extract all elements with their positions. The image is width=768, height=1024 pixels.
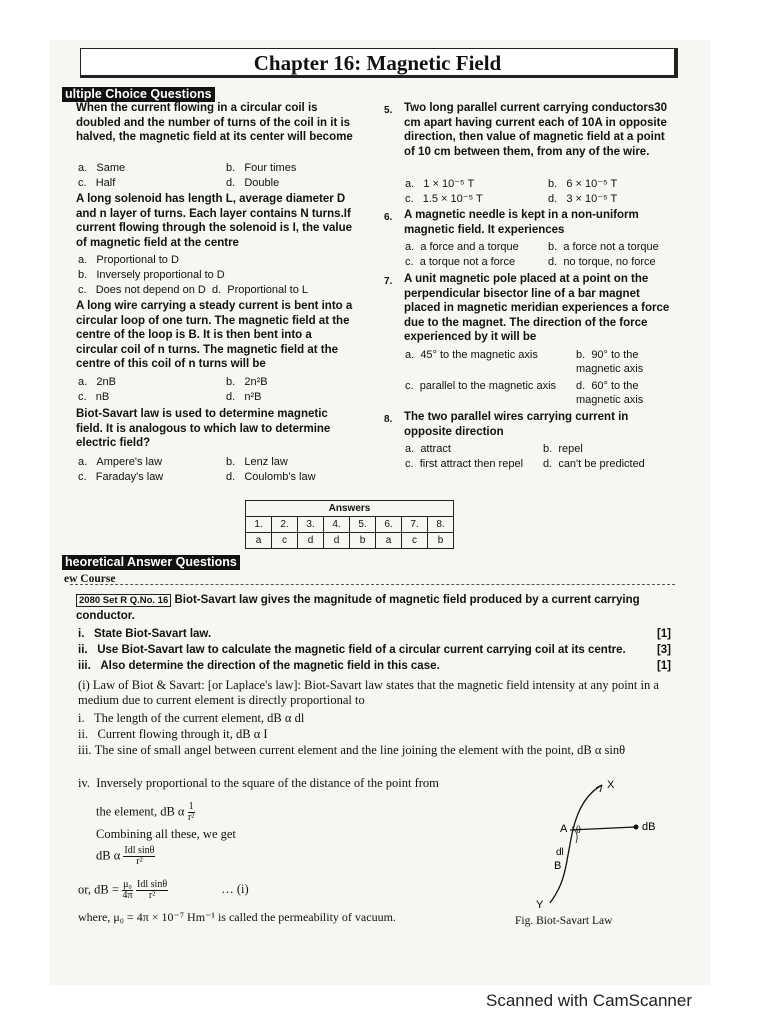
answer-num: 8. — [428, 517, 454, 533]
q7-opt-c: c. parallel to the magnetic axis — [405, 380, 557, 392]
q6-opt-a: a. a force and a torque — [405, 241, 519, 253]
q6-text: A magnetic needle is kept in a non-uniform magnetic field. It experiences — [404, 209, 639, 236]
q5-opt-b: b. 6 × 10⁻⁵ T — [548, 178, 618, 190]
q5-opt-d: d. 3 × 10⁻⁵ T — [548, 193, 618, 205]
q5-number: 5. — [384, 105, 393, 116]
q3-opt-c: c. nB — [78, 391, 110, 403]
q4-opt-b: b. Lenz law — [226, 456, 288, 468]
sub-q-i: i. State Biot-Savart law. [1] — [78, 628, 671, 640]
q3-opt-a: a. 2nB — [78, 376, 116, 388]
q8-opt-a: a. attract — [405, 443, 451, 455]
divider-line — [70, 584, 675, 585]
answer-num: 1. — [246, 517, 272, 533]
q2-opt-a: a. Proportional to D — [78, 254, 179, 266]
answer-num: 3. — [298, 517, 324, 533]
chapter-title-box — [80, 48, 678, 78]
mcq-heading: ultiple Choice Questions — [62, 87, 215, 102]
q7-text: A unit magnetic pole placed at a point on the perpendicular bisector line of a bar magnet placed in magnetic meridian experiences a force due to the magnet. The direction of the force experienced by it will be — [404, 273, 670, 343]
answer-key: b — [350, 533, 376, 549]
label-y: Y — [536, 899, 544, 911]
fraction-mu0-4pi: $\frac{\text{μ₀}}{4\pi}$ — [122, 879, 133, 901]
q6-number: 6. — [384, 212, 393, 223]
theory-subheading: ew Course — [64, 573, 116, 585]
eq-final: or, dB = $\frac{\text{μ₀}}{4\pi}$ $\frac{\text{Idl sinθ}}{\text{r²}}$ … (i) — [78, 879, 249, 901]
answer-key: c — [402, 533, 428, 549]
q8-text: The two parallel wires carrying current in opposite direction — [404, 411, 629, 438]
q2-text: A long solenoid has length L, average diameter D and n layer of turns. Each layer contains N turns.If current flowing through the solenoid is I, the value of magnetic field at the centre — [76, 193, 353, 249]
answers-number-row — [246, 517, 454, 533]
q4-opt-d: d. Coulomb's law — [226, 471, 316, 483]
q4-opt-c: c. Faraday's law — [78, 471, 164, 483]
answer-key: b — [428, 533, 454, 549]
point-3: iii. The sine of small angel between current element and the line joining the element with the point, dB α sinθ — [78, 743, 626, 757]
q8-opt-c: c. first attract then repel — [405, 458, 524, 470]
fraction-idl-sin-2: $\frac{\text{Idl sinθ}}{\text{r²}}$ — [137, 879, 168, 901]
sub-q-iii: iii. Also determine the direction of the magnetic field in this case. [1] — [78, 660, 671, 672]
exam-tag: 2080 Set R Q.No. 16 — [76, 594, 171, 607]
q1-opt-b: b. Four times — [226, 162, 297, 174]
point-marker — [634, 825, 639, 830]
answer-intro: (i) Law of Biot & Savart: [or Laplace's law]: Biot-Savart law states that the magnetic field intensity at any point in a medium due to current element is directly proportional to — [78, 678, 659, 707]
combining-text: Combining all these, we get — [96, 827, 236, 841]
point-1: i. The length of the current element, dB α dl — [78, 711, 305, 725]
q1-opt-a: a. Same — [78, 162, 126, 174]
answer-num: 6. — [376, 517, 402, 533]
q2-opt-b: b. Inversely proportional to D — [78, 269, 225, 281]
q3-opt-b: b. 2n²B — [226, 376, 268, 388]
q7-number: 7. — [384, 276, 393, 287]
permeability-note: where, μ₀ = 4π × 10⁻⁷ Hm⁻¹ is called the permeability of vacuum. — [78, 910, 396, 924]
q6-opt-b: b. a force not a torque — [548, 241, 659, 253]
q5-opt-c: c. 1.5 × 10⁻⁵ T — [405, 193, 483, 205]
answers-key-row — [246, 533, 454, 549]
answer-num: 5. — [350, 517, 376, 533]
q7-opt-a: a. 45° to the magnetic axis — [405, 349, 538, 361]
answer-num: 7. — [402, 517, 428, 533]
q3-opt-d: d. n²B — [226, 391, 262, 403]
label-dl: dl — [556, 847, 564, 858]
q1-opt-c: c. Half — [78, 177, 116, 189]
q8-number: 8. — [384, 414, 393, 425]
sub-q-ii: ii. Use Biot-Savart law to calculate the magnetic field of a circular current carrying coil at its centre. [3] — [78, 644, 671, 656]
wire-curve — [550, 785, 602, 903]
point-4: iv. Inversely proportional to the square of the distance of the point from — [78, 776, 439, 790]
q1-text: When the current flowing in a circular coil is doubled and the number of turns of the coil in it is halved, the magnetic field at its center will become — [76, 102, 353, 143]
q7-opt-b: b. 90° to the magnetic axis — [576, 349, 644, 375]
label-b: B — [554, 860, 562, 872]
q5-opt-a: a. 1 × 10⁻⁵ T — [405, 178, 475, 190]
figure-caption: Fig. Biot-Savart Law — [515, 915, 613, 927]
q5-text: Two long parallel current carrying conductors30 cm apart having current each of 10A in opposite direction, then value of magnetic field at a point of 10 cm between them, from any of the wire. — [404, 102, 668, 158]
q7-opt-d: d. 60° to the magnetic axis — [576, 380, 644, 406]
biot-savart-figure — [510, 775, 690, 915]
eq-db-proportional: the element, dB α $\frac{1}{\text{r²}}$ — [96, 801, 195, 823]
q4-opt-a: a. Ampere's law — [78, 456, 163, 468]
chapter-title: Chapter 16: Magnetic Field — [253, 51, 502, 75]
answer-num: 2. — [272, 517, 298, 533]
q6-opt-d: d. no torque, no force — [548, 256, 656, 268]
q3-text: A long wire carrying a steady current is bent into a circular loop of one turn. The magnetic field at the centre of the loop is B. It is then bent into a circular coil of n turns. The magnetic field at the centre of this coil of n turns will be — [76, 300, 353, 370]
q8-opt-d: d. can't be predicted — [543, 458, 645, 470]
q1-opt-d: d. Double — [226, 177, 280, 189]
answer-key: d — [324, 533, 350, 549]
label-x: X — [607, 779, 615, 791]
fraction-1-over-r2: $\frac{1}{\text{r²}}$ — [187, 801, 195, 823]
scanner-watermark: Scanned with CamScanner — [486, 991, 693, 1010]
label-theta: θ — [576, 825, 581, 836]
theory-intro: 2080 Set R Q.No. 16 Biot-Savart law gives the magnitude of magnetic field produced by a current carrying conductor. — [76, 594, 640, 622]
answers-table — [245, 500, 454, 549]
point-2: ii. Current flowing through it, dB α I — [78, 727, 268, 741]
answer-key: c — [272, 533, 298, 549]
q6-opt-c: c. a torque not a force — [405, 256, 516, 268]
answer-num: 4. — [324, 517, 350, 533]
answer-key: a — [376, 533, 402, 549]
answer-key: d — [298, 533, 324, 549]
eq-combined: dB α $\frac{\text{Idl sinθ}}{\text{r²}}$ — [96, 845, 155, 867]
theory-heading: heoretical Answer Questions — [62, 555, 240, 570]
answers-label: Answers — [246, 501, 454, 517]
label-a: A — [560, 823, 568, 835]
label-db: dB — [642, 821, 656, 833]
q8-opt-b: b. repel — [543, 443, 583, 455]
answer-key: a — [246, 533, 272, 549]
fraction-idl-sin: $\frac{\text{Idl sinθ}}{\text{r²}}$ — [124, 845, 155, 867]
q4-text: Biot-Savart law is used to determine magnetic field. It is analogous to which law to determine electric field? — [76, 408, 331, 449]
q2-opt-c: c. Does not depend on D d. Proportional to L — [78, 284, 308, 296]
